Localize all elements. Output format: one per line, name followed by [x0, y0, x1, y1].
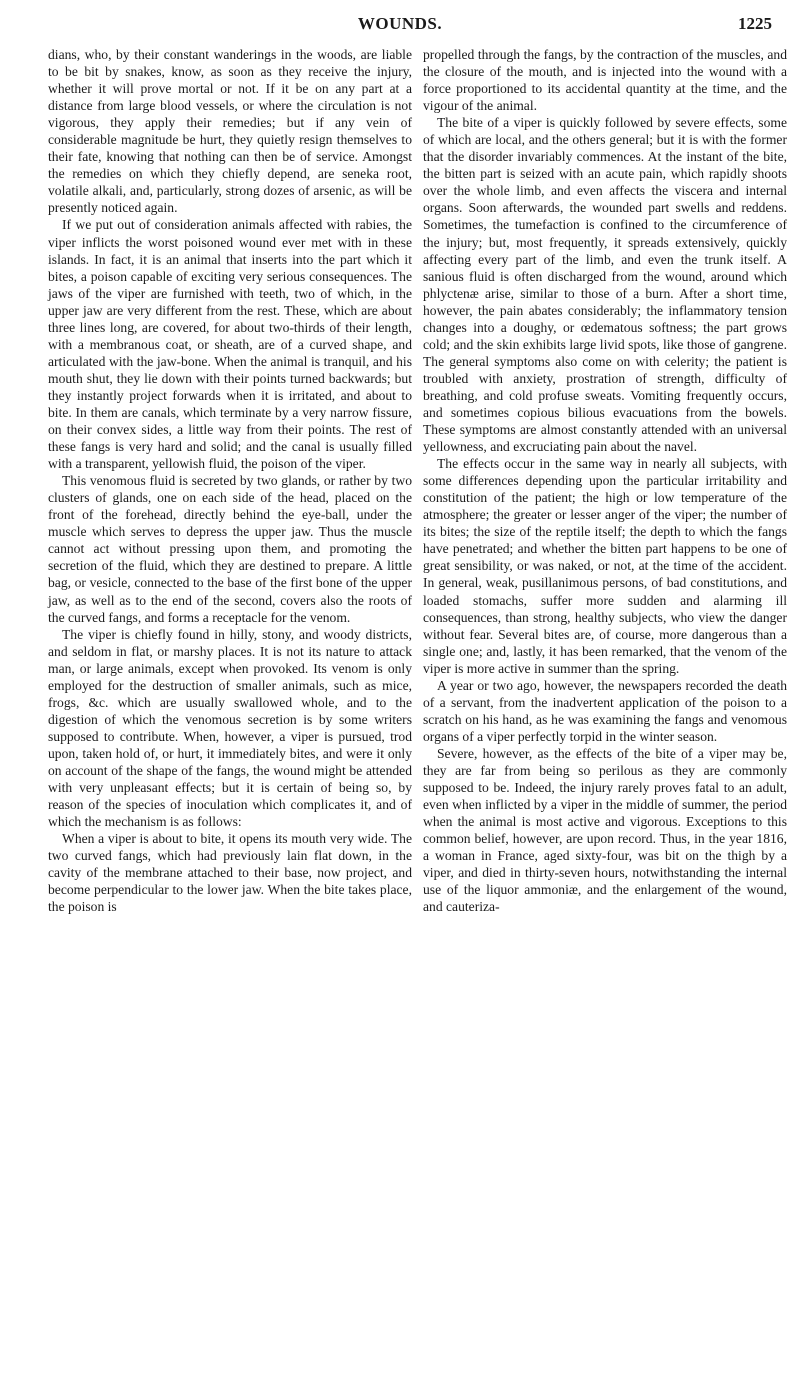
paragraph: propelled through the fangs, by the contraction of the muscles, and the closure of the mouth, and is injected into the wound with a force proportioned to its accidental quantity at the time, and the vigour of the animal. — [423, 47, 787, 114]
paragraph: This venomous fluid is secreted by two glands, or rather by two clusters of glands, one on each side of the head, placed on the front of the forehead, directly behind the eye-ball, under the muscle which serves to depress the upper jaw. Thus the muscle cannot act without pressing upon them, and promoting the secretion of the fluid, which they are destined to prepare. A little bag, or vesicle, connected to the base of the first bone of the upper jaw, as well as to the end of the second, covers also the roots of the curved fangs, and forms a receptacle for the venom. — [48, 473, 412, 625]
paragraph: If we put out of consideration animals affected with rabies, the viper inflicts the worst poisoned wound ever met with in these islands. In fact, it is an animal that inserts into the part which it bites, a poison capable of exciting very serious consequences. The jaws of the viper are furnished with teeth, two of which, in the upper jaw are very different from the rest. These, which are about three lines long, are covered, for about two-thirds of their length, with a membranous coat, or sheath, are of a curved shape, and articulated with the jaw-bone. When the animal is tranquil, and his mouth shut, they lie down with their points turned backwards; but they instantly project forwards when it is irritated, and about to bite. In them are canals, which terminate by a very narrow fissure, on their convex sides, a little way from their points. The rest of these fangs is very hard and solid; and the canal is usually filled with a transparent, yellowish fluid, the poison of the viper. — [48, 217, 412, 472]
running-title: WOUNDS. — [357, 14, 443, 33]
page-number: 1225 — [738, 14, 772, 33]
paragraph: When a viper is about to bite, it opens its mouth very wide. The two curved fangs, which had previously lain flat down, in the cavity of the membrane attached to their base, now project, and become perpendicular to the lower jaw. When the bite takes place, the poison is — [48, 831, 412, 915]
paragraph: Severe, however, as the effects of the bite of a viper may be, they are far from being so perilous as they are commonly supposed to be. Indeed, the injury rarely proves fatal to an adult, even when inflicted by a viper in the middle of summer, the period when the animal is most active and vigorous. Exceptions to this common belief, however, are upon record. Thus, in the year 1816, a woman in France, aged sixty-four, was bit on the thigh by a viper, and died in thirty-seven hours, notwithstanding the internal use of the liquor ammoniæ, and the enlargement of the wound, and cauteriza- — [423, 745, 787, 915]
page-header — [0, 14, 800, 38]
paragraph: The viper is chiefly found in hilly, stony, and woody districts, and seldom in flat, or marshy places. It is not its nature to attack man, or large animals, except when provoked. Its venom is only employed for the destruction of smaller animals, such as mice, frogs, &c. which are usually swallowed whole, and to the digestion of which the venomous secretion is by some writers supposed to contribute. When, however, a viper is pursued, trod upon, taken hold of, or hurt, it immediately bites, and were it only on account of the shape of the fangs, the wound might be attended with very unpleasant effects; but it is certain of being so, by reason of the species of inoculation which complicates it, and of which the mechanism is as follows: — [48, 626, 412, 830]
paragraph: A year or two ago, however, the newspapers recorded the death of a servant, from the inadvertent application of the poison to a scratch on his hand, as he was examining the fangs and venomous organs of a viper perfectly torpid in the winter season. — [423, 677, 787, 744]
paragraph: The effects occur in the same way in nearly all subjects, with some differences depending upon the particular irritability and constitution of the patient; the high or low temperature of the atmosphere; the greater or lesser anger of the viper; the number of its bites; the size of the reptile itself; the depth to which the fangs have penetrated; and whether the bitten part happens to be one of great sensibility, or was naked, or not, at the time of the accident. In general, weak, pusillanimous persons, of bad constitutions, and loaded stomachs, suffer more sudden and alarming ill consequences, than strong, healthy subjects, who view the danger without fear. Several bites are, of course, more dangerous than a single one; and, lastly, it has been remarked, that the venom of the viper is more active in summer than the spring. — [423, 456, 787, 676]
right-column — [423, 46, 787, 915]
paragraph: The bite of a viper is quickly followed by severe effects, some of which are local, and the others general; but it is with the former that the disorder invariably commences. At the instant of the bite, the bitten part is seized with an acute pain, which rapidly shoots over the whole limb, and even affects the viscera and internal organs. Soon afterwards, the wounded part swells and reddens. Sometimes, the tumefaction is confined to the circumference of the injury; but, most frequently, it spreads extensively, quickly affecting every part of the limb, and even the trunk itself. A sanious fluid is often discharged from the wound, around which phlyctenæ arise, similar to those of a burn. After a short time, however, the pain abates considerably; the inflammatory tension changes into a doughy, or œdematous softness; the part grows cold; and the skin exhibits large livid spots, like those of gangrene. The general symptoms also come on with celerity; the patient is troubled with anxiety, prostration of strength, difficulty of breathing, and cold profuse sweats. Vomiting frequently occurs, and sometimes copious bilious evacuations from the bowels. These symptoms are almost constantly attended with an universal yellowness, and excruciating pain about the navel. — [423, 115, 787, 455]
left-column — [48, 46, 412, 915]
paragraph: dians, who, by their constant wanderings in the woods, are liable to be bit by snakes, know, as soon as they receive the injury, whether it will prove mortal or not. If it be on any part at a distance from large blood vessels, or where the circulation is not vigorous, they apply their remedies; but if any vein of considerable magnitude be hurt, they quietly resign themselves to their fate, knowing that nothing can then be of service. Amongst the remedies on which they chiefly depend, are seneka root, volatile alkali, and, particularly, strong dozes of arsenic, as will be presently noticed again. — [48, 47, 412, 216]
